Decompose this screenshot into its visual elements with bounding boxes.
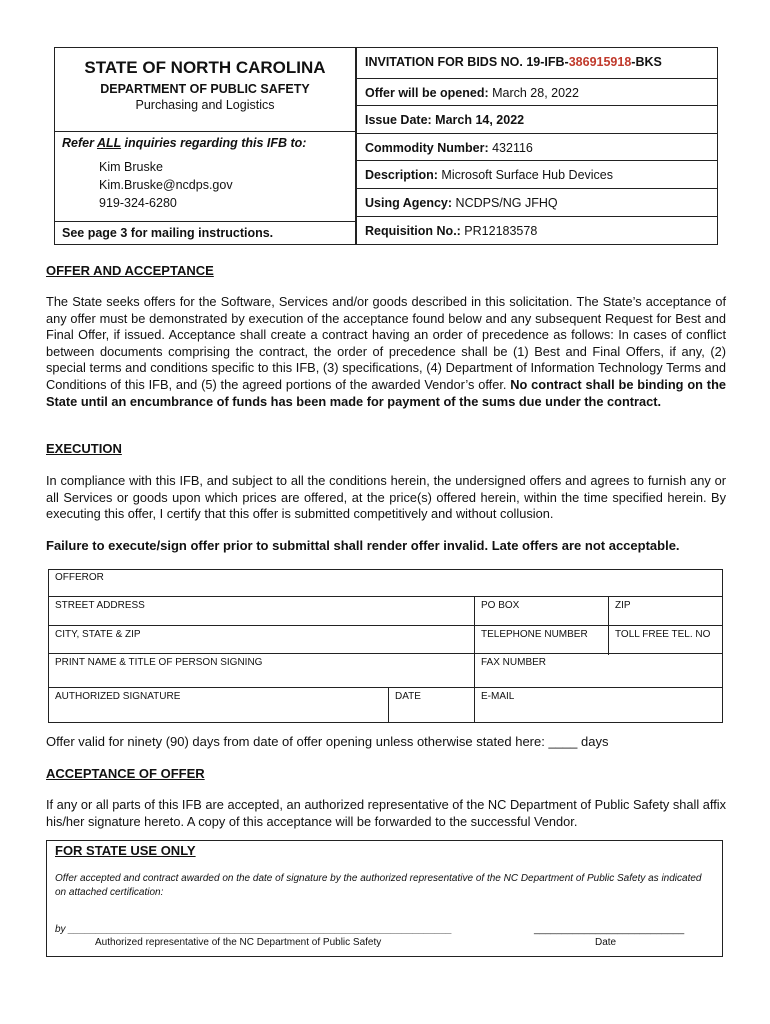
execution-heading: EXECUTION (46, 441, 122, 456)
contact-email: Kim.Bruske@ncdps.gov (99, 178, 233, 192)
email-field[interactable]: E-MAIL (474, 687, 722, 723)
header-left-panel (54, 47, 356, 245)
rep-signature-line[interactable]: by _____________________________________________________________________ (55, 924, 453, 935)
mailing-note: See page 3 for mailing instructions. (62, 226, 274, 240)
state-use-heading: FOR STATE USE ONLY (55, 843, 196, 858)
state-use-body: Offer accepted and contract awarded on the date of signature by the authorized representative of the NC Department of Public Safety as indicated on attached certification: (55, 873, 702, 898)
execution-body: In compliance with this IFB, and subject to all the conditions herein, the undersigned offers and agrees to furnish any or all Services or goods upon which prices are offered, at the price(s) offered herein, within the time specified herein. By executing this offer, I certify that this offer is submitted competitively and without collusion. (46, 473, 726, 522)
inquiry-block (55, 131, 355, 222)
offeror-field[interactable]: OFFEROR (55, 572, 104, 583)
using-agency: Using Agency: NCDPS/NG JFHQ (356, 188, 718, 217)
refer-note: Refer ALL inquiries regarding this IFB to: (62, 136, 307, 150)
offeror-form (48, 569, 723, 723)
rep-label: Authorized representative of the NC Department of Public Safety (95, 937, 382, 948)
execution-warning: Failure to execute/sign offer prior to submittal shall render offer invalid. Late offers are not acceptable. (46, 538, 680, 553)
telephone-field[interactable]: TELEPHONE NUMBER (474, 625, 608, 655)
offer-acceptance-heading: OFFER AND ACCEPTANCE (46, 263, 214, 278)
department-name: DEPARTMENT OF PUBLIC SAFETY (100, 82, 310, 96)
city-state-zip-field[interactable]: CITY, STATE & ZIP (49, 625, 474, 655)
toll-free-field[interactable]: TOLL FREE TEL. NO (608, 625, 722, 655)
po-box-field[interactable]: PO BOX (474, 596, 608, 626)
print-name-field[interactable]: PRINT NAME & TITLE OF PERSON SIGNING (49, 653, 474, 688)
date-label: Date (595, 937, 617, 948)
offer-opened: Offer will be opened: March 28, 2022 (356, 78, 718, 106)
commodity-number: Commodity Number: 432116 (356, 133, 718, 161)
ifb-number: INVITATION FOR BIDS NO. 19-IFB-386915918-BKS (356, 47, 718, 79)
acceptance-of-offer-heading: ACCEPTANCE OF OFFER (46, 766, 205, 781)
description: Description: Microsoft Surface Hub Devices (356, 160, 718, 189)
date-signature-line[interactable]: ___________________________ (534, 924, 685, 935)
acceptance-of-offer-body: If any or all parts of this IFB are accepted, an authorized representative of the NC Department of Public Safety shall affix his/her signature hereto. A copy of this acceptance will be forwarded to the successful Vendor. (46, 797, 726, 829)
offer-acceptance-body: The State seeks offers for the Software, Services and/or goods described in this solicitation. The State’s acceptance of any offer must be demonstrated by execution of the acceptance found below and any subsequent Request for Best and Final Offer, if issued. Acceptance shall create a contract having an order of precedence as follows: In cases of conflict between documents comprising the contract, the order of precedence shall be (1) Best and Final Offers, if any, (2) special terms and conditions specific to this IFB, (3) specifications, (4) Department of Information Technology Terms and Conditions of this IFB, and (5) the agreed portions of the awarded Vendor’s offer. No contract shall be binding on the State until an encumbrance of funds has been made for payment of the sums due under the contract. (46, 294, 726, 409)
issue-date: Issue Date: March 14, 2022 (356, 105, 718, 134)
agency-block (55, 48, 355, 132)
mailing-block (55, 221, 355, 245)
street-address-field[interactable]: STREET ADDRESS (49, 596, 474, 626)
fax-field[interactable]: FAX NUMBER (474, 653, 722, 688)
contact-name: Kim Bruske (99, 160, 163, 174)
contact-phone: 919-324-6280 (99, 196, 177, 210)
state-title: STATE OF NORTH CAROLINA (84, 58, 326, 77)
date-field[interactable]: DATE (388, 687, 474, 723)
division-name: Purchasing and Logistics (135, 98, 275, 112)
header-right-panel (356, 47, 718, 245)
requisition-number: Requisition No.: PR12183578 (356, 216, 718, 245)
contact-info (99, 158, 355, 212)
header-table (54, 47, 718, 245)
signature-field[interactable]: AUTHORIZED SIGNATURE (49, 687, 388, 723)
validity-note: Offer valid for ninety (90) days from date of offer opening unless otherwise stated here: ____ days (46, 734, 609, 749)
state-use-box (46, 840, 723, 957)
zip-field[interactable]: ZIP (608, 596, 722, 626)
